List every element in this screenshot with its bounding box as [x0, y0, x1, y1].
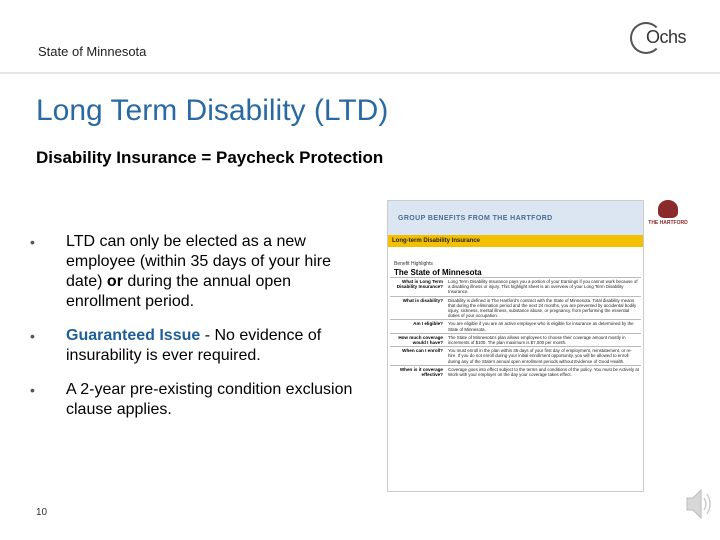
hartford-label: THE HARTFORD [648, 220, 688, 226]
document-row [390, 365, 641, 378]
ochs-logo [630, 20, 690, 60]
org-name: State of Minnesota [38, 44, 147, 59]
benefit-document-thumbnail [387, 200, 644, 492]
bullet-text: Guaranteed Issue [66, 327, 201, 344]
document-row-text: Coverage goes into effect subject to the terms and conditions of the policy. You must be Actively at Work with your employer on the day your coverage takes effect. [448, 366, 639, 378]
stag-icon [658, 200, 678, 218]
bullet-list [30, 232, 360, 434]
speaker-icon[interactable] [683, 484, 713, 524]
document-row-label: What is Long Term Disability Insurance? [396, 279, 443, 289]
hartford-logo [648, 200, 688, 240]
bullet-text: during the annual open enrollment period. [66, 273, 292, 310]
document-row-label: How much coverage would I have? [398, 334, 443, 345]
document-row [390, 277, 641, 296]
bullet-text: A 2-year pre-existing condition exclusion clause applies. [66, 381, 353, 418]
bullet-item [30, 380, 360, 420]
document-row-text: The State of Minnesota's plan allows employees to choose their coverage amount mostly in increments of $100. The plan maximum is $7,000 per month. [448, 334, 626, 346]
header-divider [0, 72, 720, 74]
document-banner: GROUP BENEFITS FROM THE HARTFORD [388, 201, 643, 235]
bullet-text: or [106, 273, 123, 290]
document-row-text: Long Term Disability Insurance pays you a portion of your Earnings if you cannot work because of a disabling illness or injury. This highlight sheet is an overview of your Long Term Disability Insurance. [448, 279, 638, 295]
document-row [390, 319, 641, 332]
bullet-item [30, 326, 360, 366]
document-row-text: You are eligible if you are an active employee who is eligible for insurance as determined by the State of Minnesota. [448, 321, 634, 332]
document-row-text: Disability is defined in The Hartford's contract with the State of Minnesota. Total disability means that during the elimination period and the next 24 months, you are prevented by accidental bodily injury, sickness, mental illness, substance abuse, or pregnancy, from performing the essential duties of your occupation. [448, 297, 637, 319]
document-row-label: When is it coverage effective? [399, 366, 443, 377]
document-product-bar: Long-term Disability Insurance [388, 235, 643, 247]
bullet-dot-icon: • [30, 234, 35, 250]
bullet-dot-icon: • [30, 382, 35, 398]
document-row-text: You must enroll in the plan within 35 days of your first day of employment, reinstatement, or re-hire. If you do not enroll during your initial enrollment opportunity, you will be allowed to enroll during any of the State's annual open enrollment periods without Evidence of Good Health. [448, 348, 632, 364]
document-row-label: When can I enroll? [402, 348, 443, 354]
document-table [388, 277, 643, 378]
document-section-label: Benefit Highlights [394, 261, 433, 267]
page-number: 10 [36, 507, 48, 518]
bullet-text: - No evidence of insurability is ever required. [66, 327, 322, 364]
document-employer: The State of Minnesota [394, 268, 482, 277]
document-row-label: Am I eligible? [413, 321, 443, 327]
bullet-dot-icon: • [30, 328, 35, 344]
document-row [390, 333, 641, 346]
logo-text: Ochs [646, 27, 687, 47]
slide-subtitle: Disability Insurance = Paycheck Protection [36, 148, 384, 167]
document-row-label: What is disability? [402, 297, 443, 303]
document-row [390, 346, 641, 365]
bullet-text: LTD can only be elected as a new employee (within 35 days of your hire date) [66, 233, 332, 290]
slide-title: Long Term Disability (LTD) [36, 94, 389, 127]
document-row [390, 296, 641, 320]
bullet-item [30, 232, 360, 312]
